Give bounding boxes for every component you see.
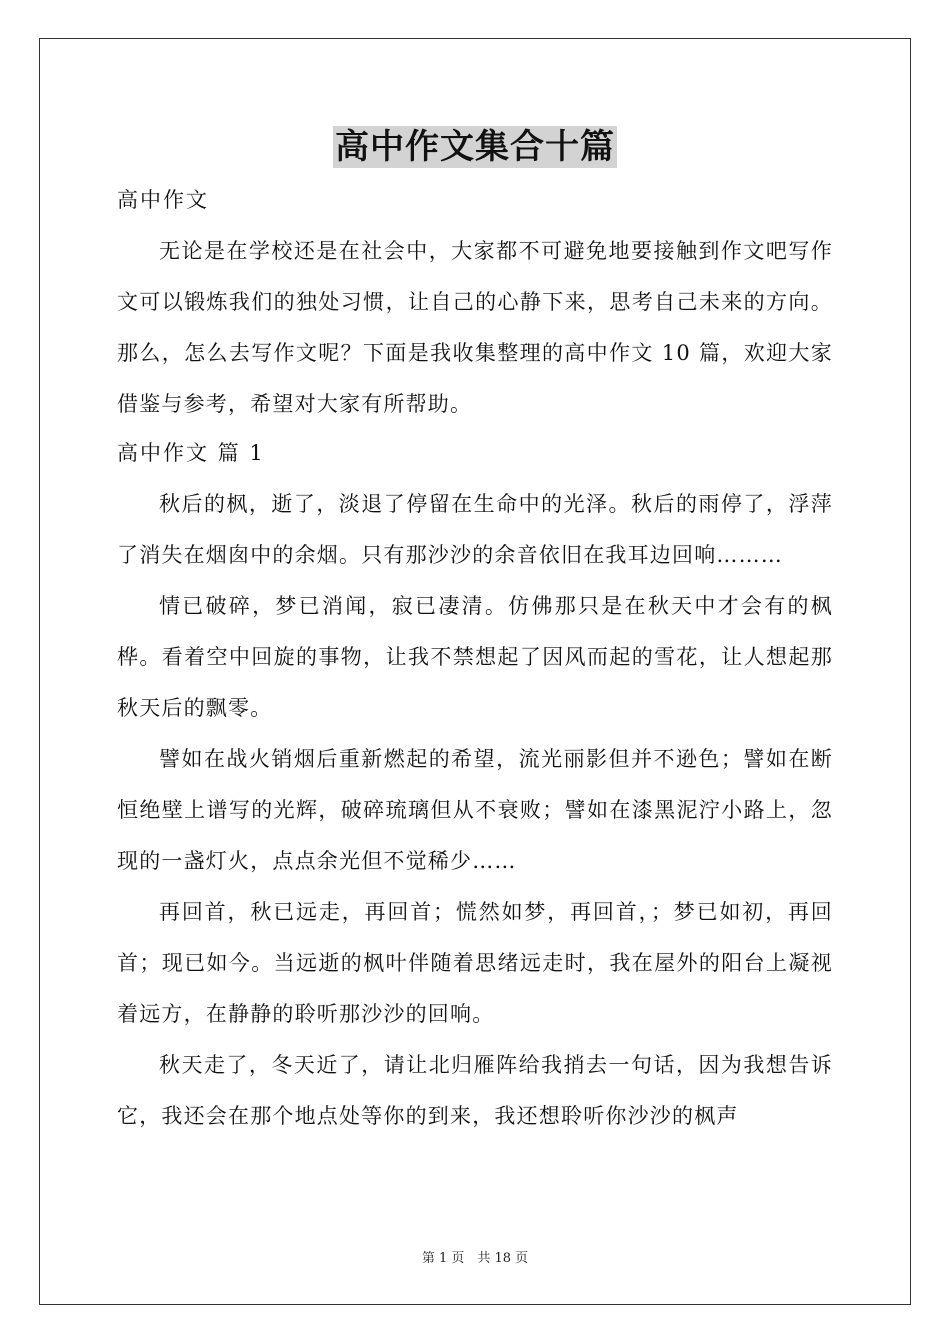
title-wrap <box>0 126 950 168</box>
body-paragraph: 再回首，秋已远走，再回首；慌然如梦，再回首，；梦已如初，再回首；现已如今。当远逝的枫叶伴随着思绪远走时，我在屋外的阳台上凝视着远方，在静静的聆听那沙沙的回响。 <box>117 900 833 1026</box>
document-title: 高中作文集合十篇 <box>335 127 615 167</box>
body-paragraph: 秋天走了，冬天近了，请让北归雁阵给我捎去一句话，因为我想告诉它，我还会在那个地点处等你的到来，我还想聆听你沙沙的枫声 <box>117 1053 833 1128</box>
body-paragraph: 无论是在学校还是在社会中，大家都不可避免地要接触到作文吧写作文可以锻炼我们的独处习惯，让自己的心静下来，思考自己未来的方向。那么，怎么去写作文呢？下面是我收集整理的高中作文 10 篇，欢迎大家借鉴与参考，希望对大家有所帮助。 <box>117 239 833 416</box>
body-paragraph: 情已破碎，梦已消闻，寂已凄清。仿佛那只是在秋天中才会有的枫桦。看着空中回旋的事物，让我不禁想起了因风而起的雪花，让人想起那秋天后的飘零。 <box>117 594 833 720</box>
document-body <box>117 177 833 1142</box>
section-heading: 高中作文 <box>117 188 209 212</box>
body-paragraph: 秋后的枫，逝了，淡退了停留在生命中的光泽。秋后的雨停了，浮萍了消失在烟囱中的余烟。只有那沙沙的余音依旧在我耳边回响……… <box>117 492 833 567</box>
section-heading: 高中作文 篇 1 <box>117 441 265 465</box>
body-paragraph: 譬如在战火销烟后重新燃起的希望，流光丽影但并不逊色；譬如在断恒绝壁上谱写的光辉，破碎琉璃但从不衰败；譬如在漆黑泥泞小路上，忽现的一盏灯火，点点余光但不觉稀少…… <box>117 747 833 873</box>
page-footer: 第 1 页 共 18 页 <box>421 1251 529 1266</box>
